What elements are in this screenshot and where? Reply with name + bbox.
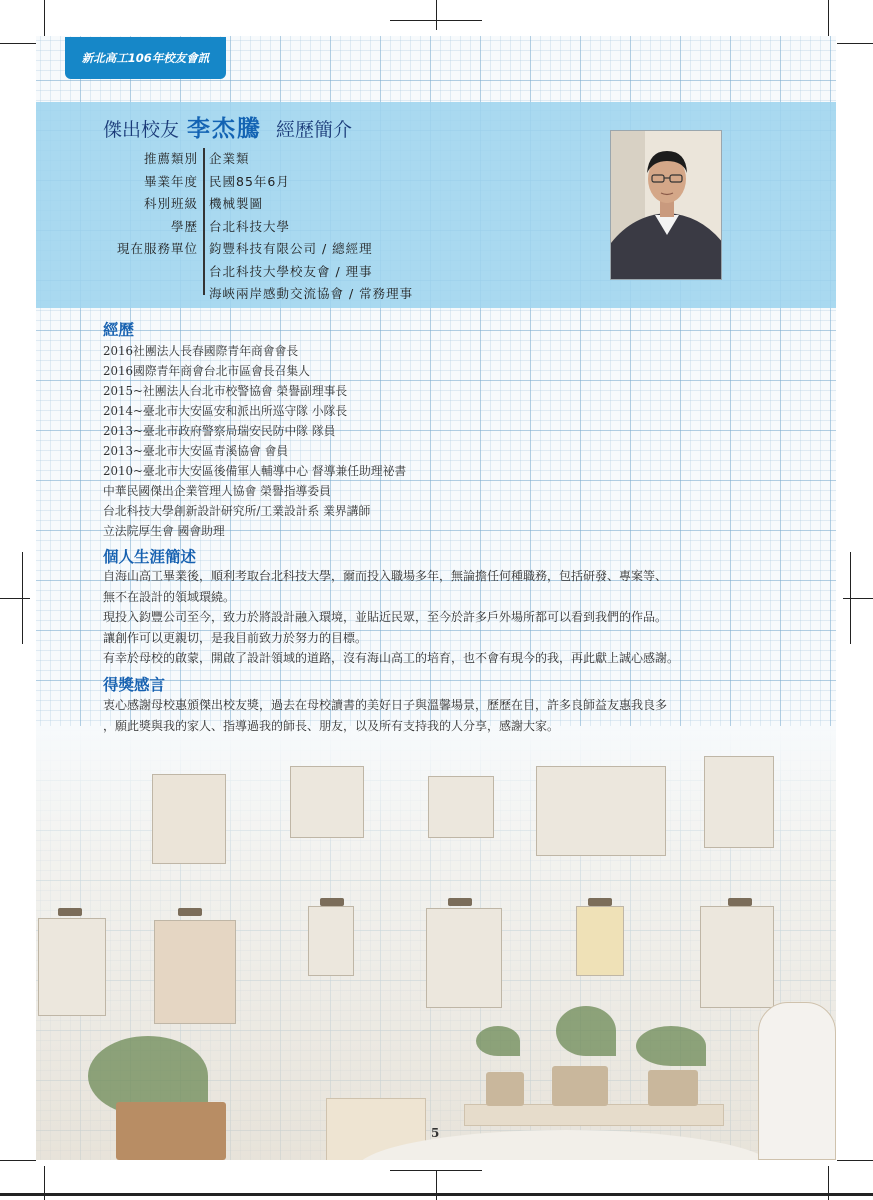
paragraph-line: 無不在設計的領域環繞。 bbox=[103, 589, 236, 604]
wall-frame bbox=[704, 756, 774, 848]
crop-mark bbox=[0, 1160, 36, 1161]
info-value: 台北科技大學 bbox=[209, 218, 291, 234]
experience-list bbox=[103, 341, 406, 541]
award-paragraph bbox=[103, 695, 777, 736]
info-label: 畢業年度 bbox=[143, 173, 198, 189]
paragraph-line: 有幸於母校的啟蒙，開啟了設計領域的道路，沒有海山高工的培育，也不會有現今的我，再此獻上誠心感謝。 bbox=[103, 651, 680, 665]
white-chair bbox=[758, 1002, 836, 1160]
wall-frame bbox=[428, 776, 494, 838]
wall-frame bbox=[290, 766, 364, 838]
wall-frame bbox=[536, 766, 666, 856]
info-value: 鈞豐科技有限公司 / 總經理 bbox=[209, 241, 373, 256]
crop-mark bbox=[850, 552, 851, 644]
portrait-illustration bbox=[611, 131, 722, 280]
title-suffix: 經歷簡介 bbox=[276, 119, 353, 141]
list-item: 2013~臺北市政府警察局瑞安民防中隊 隊員 bbox=[103, 424, 336, 438]
clip-icon bbox=[588, 898, 612, 906]
page-number: 5 bbox=[431, 1126, 440, 1140]
info-value: 海峽兩岸感動交流協會 / 常務理事 bbox=[209, 286, 414, 301]
info-label: 科別班級 bbox=[143, 196, 198, 211]
list-item: 2016社團法人長春國際青年商會會長 bbox=[103, 344, 299, 358]
plant-leaf bbox=[636, 1026, 706, 1066]
info-label: 推薦類別 bbox=[143, 151, 198, 166]
plant-leaf bbox=[556, 1006, 616, 1056]
crop-mark bbox=[390, 1170, 482, 1171]
career-heading: 個人生涯簡述 bbox=[103, 548, 197, 566]
list-item: 2010~臺北市大安區後備軍人輔導中心 督導兼任助理祕書 bbox=[103, 464, 407, 478]
plant-pot bbox=[486, 1072, 524, 1106]
crop-mark bbox=[44, 0, 45, 36]
plant-pot bbox=[552, 1066, 608, 1106]
portrait-photo bbox=[610, 130, 722, 280]
wall-frame bbox=[154, 920, 236, 1024]
info-label: 學歷 bbox=[170, 218, 198, 234]
bottom-edge bbox=[0, 1193, 873, 1196]
paragraph-line: 現投入鈞豐公司至今，致力於將設計融入環境，並貼近民眾，至今於許多戶外場所都可以看到我們的作品。 bbox=[103, 610, 668, 624]
page-title bbox=[103, 110, 352, 140]
list-item: 中華民國傑出企業管理人協會 榮譽指導委員 bbox=[103, 484, 331, 498]
clip-icon bbox=[728, 898, 752, 906]
wall-frame bbox=[576, 906, 624, 976]
plant-box bbox=[116, 1102, 226, 1160]
plant-pot bbox=[648, 1070, 698, 1106]
experience-heading: 經歷 bbox=[103, 321, 135, 339]
info-row bbox=[100, 216, 413, 239]
list-item: 2014~臺北市大安區安和派出所巡守隊 小隊長 bbox=[103, 404, 348, 418]
list-item: 2016國際青年商會台北市區會長召集人 bbox=[103, 364, 310, 378]
background-scene bbox=[36, 726, 836, 1160]
wall-frame bbox=[700, 906, 774, 1008]
paragraph-line: 讓創作可以更親切，是我目前致力於努力的目標。 bbox=[103, 630, 368, 645]
crop-mark bbox=[843, 598, 873, 599]
wall-shelf bbox=[464, 1104, 724, 1126]
clip-icon bbox=[320, 898, 344, 906]
alumni-name: 李杰騰 bbox=[187, 116, 263, 142]
info-value: 台北科技大學校友會 / 理事 bbox=[209, 263, 373, 279]
info-row bbox=[100, 148, 413, 171]
crop-mark bbox=[0, 43, 36, 44]
wall-frame bbox=[308, 906, 354, 976]
paragraph-line: 自海山高工畢業後，順利考取台北科技大學，爾而投入職場多年，無論擔任何種職務，包括研發、專案等、 bbox=[103, 569, 668, 583]
paragraph-line: ，願此獎與我的家人、指導過我的師長、朋友，以及所有支持我的人分享，感謝大家。 bbox=[103, 718, 560, 733]
crop-mark bbox=[436, 0, 437, 30]
header-tab: 新北高工106年校友會訊 bbox=[65, 37, 226, 79]
info-row bbox=[100, 261, 413, 284]
clip-icon bbox=[58, 908, 82, 916]
crop-mark bbox=[837, 1160, 873, 1161]
paragraph-line: 衷心感謝母校惠頒傑出校友獎，過去在母校讀書的美好日子與溫馨場景，歷歷在目，許多良師益友惠我良多 bbox=[103, 698, 668, 712]
info-row bbox=[100, 171, 413, 194]
info-value: 機械製圖 bbox=[209, 196, 264, 211]
wall-frame bbox=[38, 918, 106, 1016]
info-label: 現在服務單位 bbox=[116, 241, 198, 256]
wall-frame bbox=[152, 774, 226, 864]
info-value: 民國85年6月 bbox=[209, 173, 290, 189]
clip-icon bbox=[448, 898, 472, 906]
list-item: 2015~社團法人台北市校警協會 榮譽副理事長 bbox=[103, 384, 348, 398]
crop-mark bbox=[828, 0, 829, 36]
crop-mark bbox=[0, 598, 30, 599]
title-prefix: 傑出校友 bbox=[103, 119, 180, 141]
wall-frame bbox=[426, 908, 502, 1008]
award-heading: 得獎感言 bbox=[103, 676, 166, 694]
career-paragraph bbox=[103, 566, 777, 669]
plant-leaf bbox=[476, 1026, 520, 1056]
info-table bbox=[100, 148, 413, 306]
clip-icon bbox=[178, 908, 202, 916]
crop-mark bbox=[390, 20, 482, 21]
info-value: 企業類 bbox=[209, 151, 250, 166]
list-item: 台北科技大學創新設計研究所/工業設計系 業界講師 bbox=[103, 504, 371, 518]
crop-mark bbox=[837, 43, 873, 44]
list-item: 2013~臺北市大安區青溪協會 會員 bbox=[103, 444, 289, 458]
crop-mark bbox=[22, 552, 23, 644]
info-row bbox=[100, 193, 413, 216]
info-row bbox=[100, 238, 413, 261]
list-item: 立法院厚生會 國會助理 bbox=[103, 524, 225, 538]
info-row bbox=[100, 283, 413, 306]
